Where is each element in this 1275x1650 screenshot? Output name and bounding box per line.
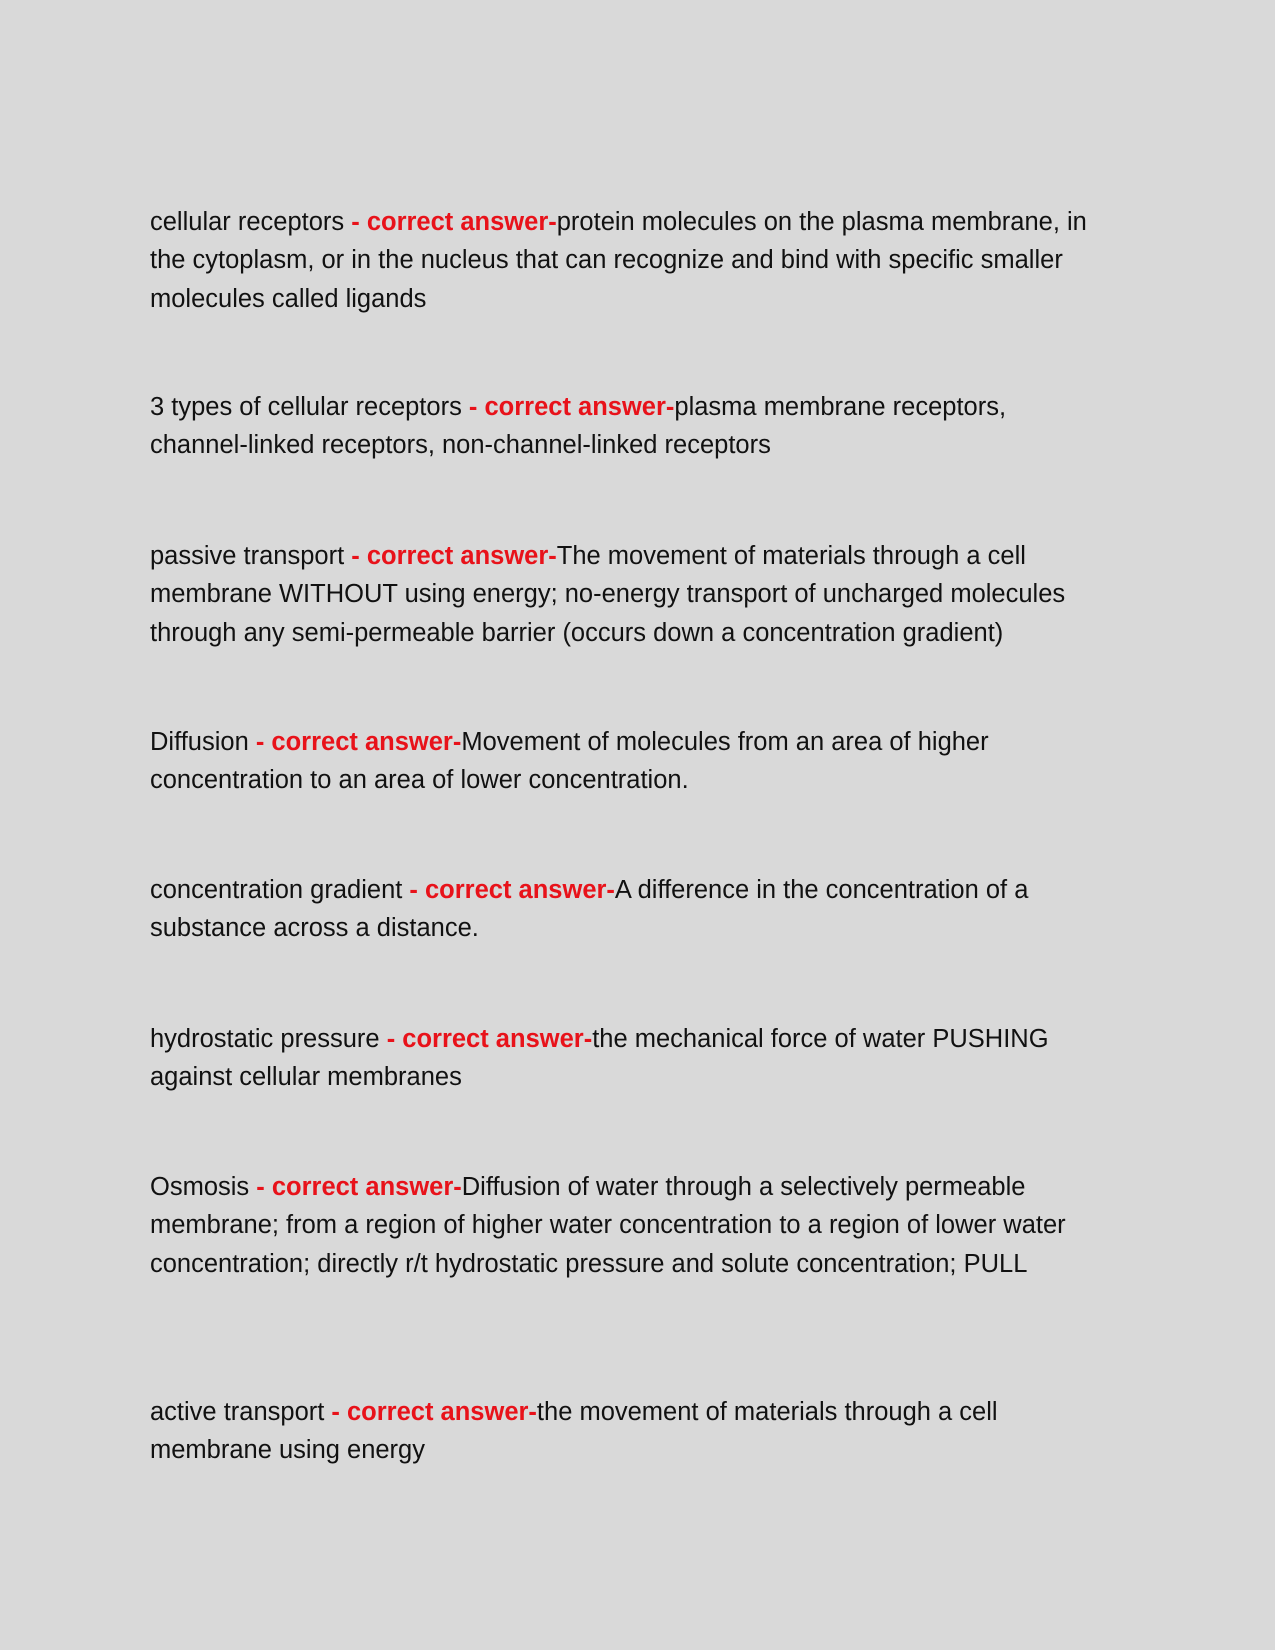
- entry-term: 3 types of cellular receptors: [150, 393, 469, 421]
- correct-answer-separator: - correct answer-: [331, 1398, 537, 1426]
- flashcard-entry: [150, 723, 1110, 800]
- entry-definition: protein molecules on the plasma membrane, in the cytoplasm, or in the nucleus that can recognize and bind with specific smaller molecules called ligands: [150, 208, 1087, 313]
- entry-term: hydrostatic pressure: [150, 1025, 387, 1053]
- flashcard-entry: [150, 1020, 1110, 1097]
- flashcard-entry: [150, 203, 1110, 318]
- flashcard-entry: [150, 1168, 1110, 1283]
- entry-definition: The movement of materials through a cell membrane WITHOUT using energy; no-energy transport of uncharged molecules through any semi-permeable barrier (occurs down a concentration gradient): [150, 542, 1066, 647]
- entry-term: passive transport: [150, 542, 352, 570]
- entry-term: Osmosis: [150, 1173, 257, 1201]
- entry-definition: Movement of molecules from an area of higher concentration to an area of lower concentration.: [150, 728, 989, 795]
- entry-definition: the mechanical force of water PUSHING against cellular membranes: [150, 1025, 1049, 1092]
- correct-answer-separator: - correct answer-: [386, 1025, 593, 1053]
- entry-definition: Diffusion of water through a selectively permeable membrane; from a region of higher water concentration to a region of lower water concentration; directly r/t hydrostatic pressure and solute concentration; PULL: [150, 1173, 1066, 1278]
- entry-term: concentration gradient: [150, 876, 410, 904]
- correct-answer-separator: - correct answer-: [468, 393, 675, 421]
- correct-answer-separator: - correct answer-: [409, 876, 615, 904]
- correct-answer-separator: - correct answer-: [351, 208, 557, 236]
- entry-term: active transport: [150, 1398, 332, 1426]
- flashcard-entry: [150, 388, 1110, 465]
- correct-answer-separator: - correct answer-: [256, 1173, 462, 1201]
- entry-definition: the movement of materials through a cell membrane using energy: [150, 1398, 998, 1465]
- flashcard-entry: [150, 537, 1110, 652]
- entry-definition: A difference in the concentration of a substance across a distance.: [150, 876, 1029, 943]
- entry-definition: plasma membrane receptors, channel-linked receptors, non-channel-linked receptors: [150, 393, 1007, 460]
- correct-answer-separator: - correct answer-: [255, 728, 462, 756]
- correct-answer-separator: - correct answer-: [351, 542, 557, 570]
- flashcard-entry: [150, 1393, 1110, 1470]
- entry-term: cellular receptors: [150, 208, 352, 236]
- flashcard-entry: [150, 871, 1110, 948]
- entry-term: Diffusion: [150, 728, 256, 756]
